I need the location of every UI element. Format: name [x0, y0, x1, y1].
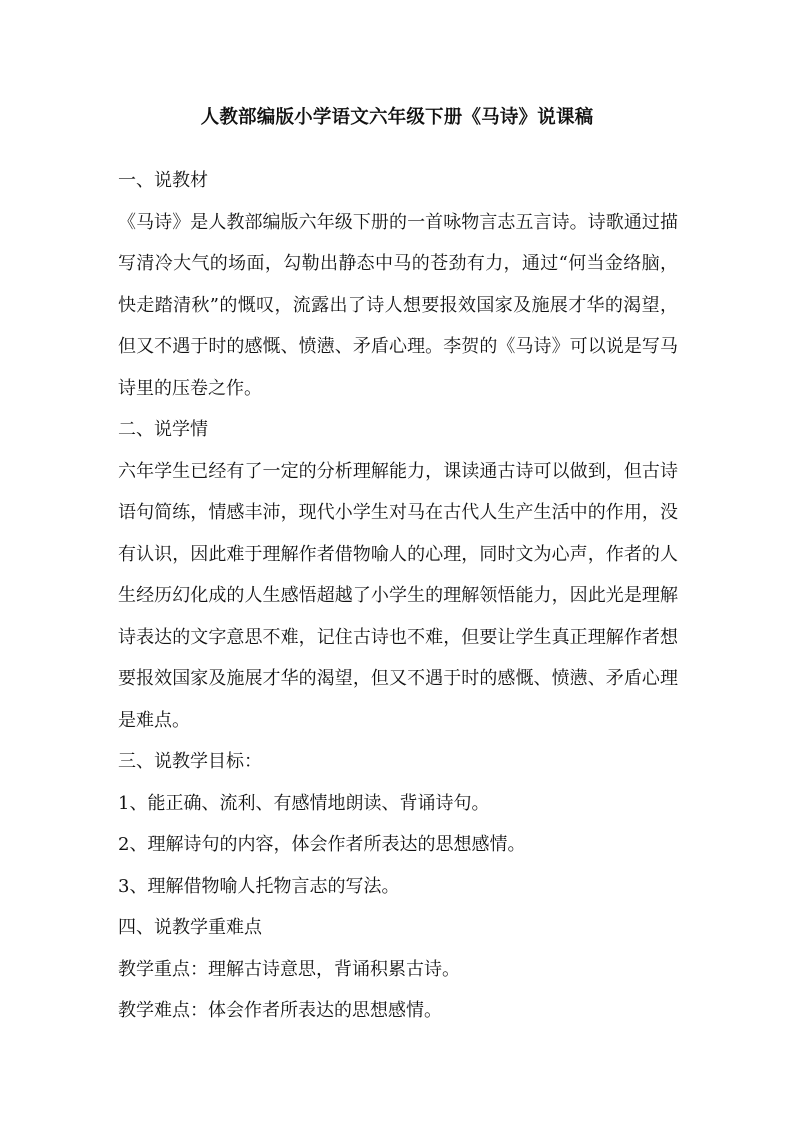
- section-heading-students: 二、说学情: [118, 419, 208, 440]
- objective-item: 1、能正确、流利、有感情地朗读、背诵诗句。: [118, 792, 490, 814]
- section-paragraph-students: 六年学生已经有了一定的分析理解能力，课读通古诗可以做到，但古诗语句简练，情感丰沛，现代小学生对马在古代人生产生活中的作用，没有认识，因此难于理解作者借物喻人的心理，同时文为心声，作者的人生经历幻化成的人生感悟超越了小学生的理解领悟能力，因此光是理解诗表达的文字意思不难，记住古诗也不难，但要让学生真正理解作者想要报效国家及施展才华的渴望，但又不遇于时的感慨、愤懑、矛盾心理是难点。: [118, 460, 678, 731]
- section-paragraph-textbook: 《马诗》是人教部编版六年级下册的一首咏物言志五言诗。诗歌通过描写清冷大气的场面，勾勒出静态中马的苍劲有力，通过“何当金络脑，快走踏清秋”的慨叹，流露出了诗人想要报效国家及施展才华的渴望，但又不遇于时的感慨、愤懑、矛盾心理。李贺的《马诗》可以说是写马诗里的压卷之作。: [118, 211, 678, 399]
- key-point-item: 教学难点：体会作者所表达的思想感情。: [118, 1000, 442, 1021]
- section-heading-key-points: 四、说教学重难点: [118, 917, 262, 938]
- objective-item: 2、理解诗句的内容，体会作者所表达的思想感情。: [118, 834, 526, 855]
- section-heading-textbook: 一、说教材: [118, 170, 208, 191]
- key-point-item: 教学重点：理解古诗意思，背诵积累古诗。: [118, 958, 460, 980]
- section-heading-objectives: 三、说教学目标：: [118, 751, 262, 772]
- objective-item: 3、理解借物喻人托物言志的写法。: [118, 875, 400, 897]
- document-body: [118, 160, 678, 1032]
- document-title: 人教部编版小学语文六年级下册《马诗》说课稿: [200, 107, 594, 128]
